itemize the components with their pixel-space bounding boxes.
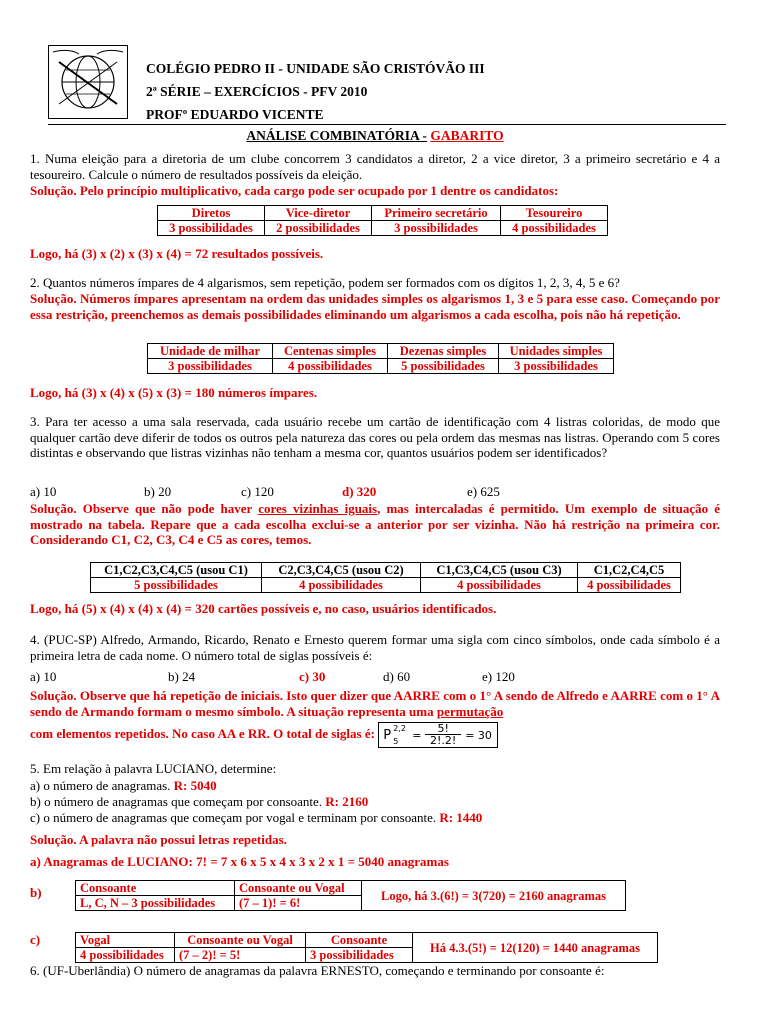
globe-emblem-icon: [49, 46, 127, 118]
q3-option-correct: d) 320: [342, 484, 377, 499]
q2-header-cell: Dezenas simples: [388, 344, 499, 359]
q5-c-header-cell: Vogal: [76, 933, 175, 948]
formula-result: = 30: [465, 729, 492, 742]
q5-c-header-cell: Consoante ou Vogal: [175, 933, 306, 948]
q4-solution: [30, 688, 720, 720]
q4-solution-end: com elementos repetidos. No caso AA e RR. O total de siglas é:: [30, 725, 375, 741]
q4-option: a) 10: [30, 669, 57, 684]
q5-b-header-cell: Consoante ou Vogal: [235, 881, 362, 896]
q5-b-value-cell: (7 – 1)! = 6!: [235, 896, 362, 911]
q5-item-question: c) o número de anagramas que começam por vogal e terminam por consoante.: [30, 810, 437, 825]
q5-b-value-cell: L, C, N – 3 possibilidades: [76, 896, 235, 911]
q2-header-cell: Unidades simples: [499, 344, 614, 359]
q3-value-cell: 5 possibilidades: [91, 578, 262, 593]
q5-item-question: a) o número de anagramas.: [30, 778, 171, 793]
q3-option: e) 625: [467, 484, 500, 499]
q5-text: 5. Em relação à palavra LUCIANO, determine:: [30, 761, 277, 776]
q1-result: Logo, há (3) x (2) x (3) x (4) = 72 resultados possíveis.: [30, 246, 324, 261]
class-info: 2ª SÉRIE – EXERCÍCIOS - PFV 2010: [146, 84, 368, 99]
q4-option: d) 60: [383, 669, 411, 684]
formula-denominator: 2!.2!: [430, 734, 457, 747]
q5-item-answer: R: 1440: [439, 810, 483, 825]
q1-table: [157, 205, 608, 236]
q5-item-a: [30, 778, 720, 794]
q3-option: c) 120: [241, 484, 274, 499]
q1-header-cell: Primeiro secretário: [372, 206, 501, 221]
q2-header-cell: Centenas simples: [273, 344, 388, 359]
q5-c-value-cell: 3 possibilidades: [306, 948, 413, 963]
q5-c-value-cell: 4 possibilidades: [76, 948, 175, 963]
q5-c-value-cell: (7 – 2)! = 5!: [175, 948, 306, 963]
q4-solution-underlined: permutação: [436, 704, 504, 719]
q5-items: [30, 778, 720, 826]
q3-header-cell: C1,C3,C4,C5 (usou C3): [421, 563, 578, 578]
q5-c-result: Há 4.3.(5!) = 12(120) = 1440 anagramas: [413, 933, 658, 963]
q5-b-table: [75, 880, 626, 911]
q3-header-cell: C2,C3,C4,C5 (usou C2): [262, 563, 421, 578]
title-main: ANÁLISE COMBINATÓRIA -: [246, 128, 427, 143]
q5-item-answer: R: 2160: [325, 794, 369, 809]
teacher-name: PROFº EDUARDO VICENTE: [146, 107, 324, 122]
q1-value-cell: 4 possibilidades: [501, 221, 608, 236]
q3-table: [90, 562, 681, 593]
q4-options: [30, 669, 720, 685]
q2-table: [147, 343, 614, 374]
q3-text: 3. Para ter acesso a uma sala reservada, cada usuário recebe um cartão de identificação com 4 listras coloridas, de modo que qualquer cartão deve diferir de todos os outros pela natureza das cores ou pela ordem das mesmas nas listras. Operando com 5 cores distintas e observando que listras vizinhas não tenham a mesma cor, quantos usuários podem ser identificados?: [30, 414, 720, 460]
q1-header-cell: Vice-diretor: [265, 206, 372, 221]
q3-solution-end: , mas intercaladas é permitido. Um exemplo de situação é mostrado na tabela. Repare que a cada escolha exclui-se a anterior por ser vizinha. Não há restrição na primeira cor. Considerando C1, C2, C3, C4 e C5 as cores, temos.: [30, 501, 721, 547]
q3-result: Logo, há (5) x (4) x (4) x (4) = 320 cartões possíveis e, no caso, usuários identificados.: [30, 601, 497, 616]
q5-c-table: [75, 932, 658, 963]
q5-a-line: a) Anagramas de LUCIANO: 7! = 7 x 6 x 5 x 4 x 3 x 2 x 1 = 5040 anagramas: [30, 854, 449, 869]
q2-value-cell: 4 possibilidades: [273, 359, 388, 374]
q5-item-answer: R: 5040: [173, 778, 217, 793]
formula-numerator: 5!: [425, 723, 461, 735]
q5-item-c: [30, 810, 720, 826]
q3-value-cell: 4 possibilidades: [578, 578, 681, 593]
q5-item-b: [30, 794, 720, 810]
q2-value-cell: 5 possibilidades: [388, 359, 499, 374]
title-accent: GABARITO: [430, 128, 504, 143]
q2-header-cell: Unidade de milhar: [148, 344, 273, 359]
q2-result: Logo, há (3) x (4) x (5) x (3) = 180 números ímpares.: [30, 385, 318, 400]
school-logo: [48, 45, 128, 119]
q2-value-cell: 3 possibilidades: [499, 359, 614, 374]
q4-solution-line3: [30, 722, 720, 748]
q3-solution-start: Solução. Observe que não pode haver: [30, 501, 253, 516]
q3-header-cell: C1,C2,C4,C5: [578, 563, 681, 578]
permutation-formula: P 2,2 5 = 5! 2!.2! = 30: [378, 722, 498, 748]
q2-text: 2. Quantos números ímpares de 4 algarismos, sem repetição, podem ser formados com os dígitos 1, 2, 3, 4, 5 e 6?: [30, 275, 620, 290]
q3-option: b) 20: [144, 484, 172, 499]
q5-solution: Solução. A palavra não possui letras repetidas.: [30, 832, 287, 847]
q5-b-label: b): [30, 885, 42, 900]
q1-text: 1. Numa eleição para a diretoria de um clube concorrem 3 candidatos a diretor, 2 a vice diretor, 3 a primeiro secretário e 4 a tesoureiro. Calcule o número de resultados possíveis da eleição.: [30, 151, 720, 182]
q3-value-cell: 4 possibilidades: [262, 578, 421, 593]
q6-text: 6. (UF-Uberlândia) O número de anagramas da palavra ERNESTO, começando e terminando por consoante é:: [30, 963, 605, 978]
q2-value-cell: 3 possibilidades: [148, 359, 273, 374]
q5-item-question: b) o número de anagramas que começam por consoante.: [30, 794, 323, 809]
q3-options: [30, 484, 720, 500]
q5-b-result: Logo, há 3.(6!) = 3(720) = 2160 anagramas: [362, 881, 626, 911]
q4-option: b) 24: [168, 669, 196, 684]
q1-solution: Solução. Pelo princípio multiplicativo, cada cargo pode ser ocupado por 1 dentre os candidatos:: [30, 183, 559, 198]
q3-solution-underlined: cores vizinhas iguais: [258, 501, 378, 516]
page-title: [30, 128, 720, 144]
q3-solution: [30, 501, 720, 548]
q1-header-cell: Tesoureiro: [501, 206, 608, 221]
q3-option: a) 10: [30, 484, 57, 499]
q5-c-label: c): [30, 932, 41, 947]
q4-text: 4. (PUC-SP) Alfredo, Armando, Ricardo, Renato e Ernesto querem formar uma sigla com cinco símbolos, onde cada símbolo é a primeira letra de cada nome. O número total de siglas possíveis é:: [30, 632, 720, 663]
q1-header-cell: Diretos: [158, 206, 265, 221]
formula-sub: 5: [393, 737, 399, 746]
q3-header-cell: C1,C2,C3,C4,C5 (usou C1): [91, 563, 262, 578]
page-header: [48, 43, 726, 125]
q1-value-cell: 3 possibilidades: [158, 221, 265, 236]
header-text: [146, 57, 485, 126]
q4-option-correct: c) 30: [299, 669, 326, 684]
q1-value-cell: 2 possibilidades: [265, 221, 372, 236]
formula-sup: 2,2: [393, 724, 406, 733]
q1-value-cell: 3 possibilidades: [372, 221, 501, 236]
school-name: COLÉGIO PEDRO II - UNIDADE SÃO CRISTÓVÃO III: [146, 61, 485, 76]
q5-c-header-cell: Consoante: [306, 933, 413, 948]
formula-p: P: [383, 728, 392, 743]
q2-solution: Solução. Números ímpares apresentam na ordem das unidades simples os algarismos 1, 3 e 5 para esse caso. Começando por essa restrição, preenchemos as demais possibilidades eliminando um algarismos a cada escolha, pois não há repetição.: [30, 291, 720, 322]
q4-option: e) 120: [482, 669, 515, 684]
q4-solution-start: Solução. Observe que há repetição de iniciais. Isto quer dizer que AARRE com o 1° A sendo de Alfredo e AARRE com o 1° A sendo de Armando formam o mesmo símbolo. A situação representa uma: [30, 688, 720, 719]
q3-value-cell: 4 possibilidades: [421, 578, 578, 593]
q5-b-header-cell: Consoante: [76, 881, 235, 896]
